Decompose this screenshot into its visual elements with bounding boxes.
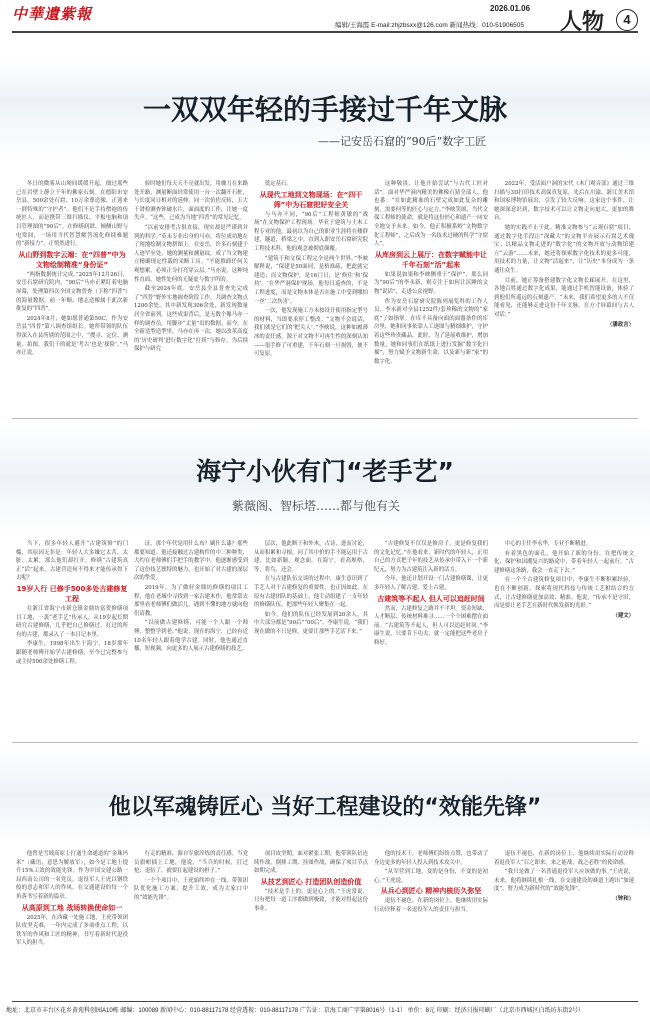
paragraph: 奠定基石。 [264,181,292,187]
paragraph: 行走的精准，源自军旅淬炼的责任感。当党员旗帜插上工地，他说，“当兵的时候，扛过枪；退伍了，就要扛起建设的担子。” [134,851,248,875]
article3-column-4 [374,850,488,998]
article1-column-1 [16,180,128,410]
article2-column-5 [494,540,634,735]
header-rule [12,31,638,33]
paragraph: 她的实践不止于此。精准文物参与“云观石窟”项目，通过数字化手段让“深藏大”的文物平台展示石窟艺术瑰宝；以精品文物走进的“数字化”的文物开放与动物馆建立“云游”……未来，她还将探索数字化技术的更多可能，用技术的力量，让文物“活起来”，让“历史”本身成为一条通往众生。 [494,224,634,274]
section-divider [12,418,638,419]
article1-subhead-1: 从山野到数字云端：在“四普”中为文物绘制精准“身份证” [18,250,126,269]
paragraph: 项目攻坚期，面对紧张工期，他带领队伍连续作战，倒排工期、挂图作战，确保了项目节点如期完成。 [254,851,368,875]
paragraph: 截至2024年底，安岳县全县普查先完成了“四普”野外实地调查阶段工作，共调查文物点1200余处，其中新发现306余处，新发现数量居全省前列。这些成果背后，是无数个像马亦一样的调查员，用脚步“丈量”出的数据。而今，在全新造型造型里，马亦在再一次，她以改革高度的‘历史研判’进行数字化“打捞”与修存，为后续保护与研究 [134,286,248,353]
article1-column-3 [254,180,368,410]
paragraph: 退伍不褪色，在新的岗位上，他继续用实际行动诠释着一名退役军人的责任与担当。 [374,898,488,913]
footer-rule [12,1001,638,1002]
page-number: 4 [616,9,638,31]
paragraph: 当下，很多年轻人避开“古建筑修”的门槛，其原因无非是：年轻人大多嫌它太苦、太脏、太累，那么他们却打开，修缮“古建筑真正“话”起来，古建营造何不得来才能传承得下去呢？ [16,541,128,582]
paragraph: 2022年，受活面户洞的宋代《木门观音部》通过三维扫描与3D打印技术高保真复原，先后在川渝、浙江美术馆和国家博物馆展出，引发了较大反响。这家这个事件，让她深深意识到，数字技术可以让文物走向更大、更加的舞台。 [494,181,634,222]
paragraph: 作为安岳石窟研究院陈列展览科的工作人员，李永新对全县1252件/套珍稀的文物的“家底”了如指掌。在库不具备向面的面器条件的库房里，她和同事依靠人工逐图与精细维护，守护着这些珍贵藏品。此时，为了延展收维护，增加数量，她和同事们在纸纸上进行发掘“数字化扫描”，努力赋予文物新生命，以及新与新“家”的数字化。 [374,298,488,365]
paragraph: 然而，古建修复之路并不平坦。资金短缺、人才断层、传统材料难寻……一个个困难摆在面前。“古建筑等不起人，但人可以追赶时间。”李康生说，只要肯下功夫，就一定能把这些老房子修好。 [374,605,488,646]
paragraph: “我只是做了一名普通退役军人应该做的事。”王虎说，未来，他将继续扎根一线，在交通建设的赛道上跑出“加速度”，努力成为新时代的“效能先锋”。 [494,869,634,893]
footer-info: 地址：北京市丰台区花乡黄苑科创园A10栋 邮编：100089 新闻中心：010-88117178 经营透视：010-88117178 广告证：京海工商广字第8016号（1-1） 单价：8元 印刷：经济日报印刷厂（北京市西城区白纸坊东街2号） [6,1008,584,1014]
paragraph: 这种敬畏，让他开始尝试“与古代工匠对话”。面对华严洞内精美的佛像石猜全部人、他也番：“在如此精准的石壁完成如此复杂的雕刻，需要何等的匠心与定力。”李映笑颂，当代文保工程师的使命，就是将这份匠心和遗产一同安全地交予未来。如今，他正积极系岭“文物数字化工程师”，之后成为一名技术过硬的科学“守窟人”。 [374,181,488,248]
paragraph: 在与古建队伍交谈的过程中，康生意识到了手艺人对于古建修复的重要性，也正因如此，在原有古建团队的基础上，他主动组建了一支年轻的修缮队伍，把那些年轻人聚集在一起。 [254,576,368,609]
article1-subhead-3: 从库房到云上展厅：在数字赋能中让千年石刻“活”起来 [375,250,487,269]
article3-column-2 [134,850,248,998]
section-divider [12,742,638,743]
paragraph: “以前安排考古很直接，现实却是严谨到并列的科学。”英未专业出身的马亦，将位成功地在了现地绘制文物帮图上。在安岳，许多石刻建于人迹罕至处，她的测量和测量纹，成了当文物建立精确现定性载的采断工具。“不能推卸任何关观想累，必须正分打亮穿云层。”马亦说，这种纯性直面，她性处何的无疑虚与数字所的。 [134,224,248,283]
paragraph: 如今，他们的队伍已经发展到20余人。其中大部分都是“90后”“00后”。李康生说，“我们现在做的不只是修，更要让那些手艺活下来。” [254,611,368,635]
paragraph: “两指数据统计完成。”2025年12月26日，安岳石窟研究院内，“90后”马亦正紧盯着电脑屏幕，处理第四次全国文物普查（下称“四普”）的海量数据。前一年顺、地志造像属于此次新批复的“四普”。 [16,271,128,313]
article2-byline: （建文） [612,612,634,619]
article2-subhead-2: 古建筑等不起人 但人可以追赶时间 [377,594,485,603]
article2-subtitle: 紫薇阁、智标塔……都与他有关 [232,499,401,513]
editor-line: 编辑/王海霞 E-mail:zhjzbsxx@126.com 新闻热线：010-51906505 [335,22,525,29]
paragraph: 2024年8月，她如愿普通第50C，作为安岳县“四普”第八调查组组长。她所带领的队伍得深入在县所辖的范围之中，“搜寻、定位、测量、拍图，我们干的就是‘考古’也是‘探险’。”马亦正说。 [16,315,128,357]
paragraph: 2025年，在西藏一处施工地，王虎带领团队攻坚克难，一年内完成了多项重点工程，以铁军的作风和工匠的精神，书写着新时代退役军人的担当。 [16,914,128,947]
paragraph: 退伍不褪色，在新的岗位上，他继续用实际行动诠释着退役军人“召之即来，来之能战，战之必胜”的使命感。 [494,851,634,866]
section-title: 人物 [560,10,605,35]
paragraph: “古建修复不仅仅是修房子，更是修复我们的文化记忆。”在他看来，新时代的年轻人，正用自己的方式把千年的技艺从传承中带入下一个新纪元，努力为古建筑注入新的活力。 [374,541,488,573]
paragraph: 证，那个年代是用什么布？刷什么漆？那些都要知道。他还接触过古建构件的中三种种类，大约在老师傅们手把手的教学中，他逐渐感受到了这份技艺独特的魅力，也开始了对古建的深层次的挚爱。 [134,541,248,582]
article2-column-1 [16,540,128,735]
article1-byline: （潘政言） [607,321,634,328]
article1-title: 一双双年轻的手接过千年文脉 [142,93,507,126]
article1-column-2 [134,180,248,410]
paragraph: “技术是手上的，更是心上的。”王虎常说，只有把每一道工序都做到极致，才能对得起这份事业。 [254,888,368,912]
article2-title: 海宁小伙有门“老手艺” [196,457,454,486]
paragraph: “从军营到工地，变的是身份，不变的是初心。”王虎说。 [374,869,488,884]
paragraph: 他的技术干，老师傅们纷纷点赞，也带动了身边更多的年轻人投入到技术攻关中。 [374,851,488,866]
newspaper-logo: 中華遺紫報 [12,5,93,23]
paragraph: 验时她们每天天不亮就出发，用骤刀在来路处开路，测量断面经常使用一台一次翻开石桩，与长度同日相对的延伸，同一次仿佐反转，玉大于谱检测查钟破水片，面面度的工作，让她一度失声。“这些，已成为当地“四普”的常见记忆。 [134,181,248,222]
article3-byline: （钟和） [612,895,634,902]
article2-column-3 [254,540,368,735]
article1-column-5 [494,180,634,410]
article3-column-1 [16,850,128,998]
article3-subhead-2: 从技艺到匠心 打造团队创造价值 [260,877,362,886]
paragraph: 如果说如果和李映侧重于“保护”，那么同为“90后”的李永新，则专注于如何让沉睡的文物“说话”，走进公众视野。 [374,271,488,295]
paragraph: 一次，他发现施工方未按设计使用指定型号的材料，当即要求停工整改。“文物不会说话，我们就是它们的‘把关人’。”李映说，这种如履薄冰的责任感，源于对文物不可再生性的深刻认知——很手修了可重建，千年石刻一旦损毁，便不可复原。 [254,308,368,358]
paragraph: 目前，她正筹备搭建数字化文物长廊展开。在这里，各地百姓通过数字化成果，能通过手机智能设备，体验了到他们所遥远的石刻遗产。“未来，我们希望更多的人不仅能看见，还能够走进这份千年文脉，在方寸屏幕间与古人对话。” [494,277,634,318]
paragraph: 他曾是雪域高原上打通生命通道的“金珠玛米”（藏语，意思为解放军），如今是工地上提升15%工效的效能先锋。作为中国交建公路一局西南公司的一名党员，退役军人王虎以钢铁般的意志和军人的作风，在交通建设的每一个角落书写着新的篇章。 [16,851,128,900]
paragraph: 在浙江省海宁市新仓镇金鼎坊富贺修缮项目工地，一袭“老手艺”传承人，从19岁起长期研究古建修缮，几乎把自己修缮过、打过的所有的古建，都录入了一本日记本里。 [16,605,128,638]
paragraph: 有着黑色的面孔，他开始了新的身份，在把传统文化、保护和国潮复兴的路途中，带着年轻人一起前行。“古建修缮这条路，我会一直走下去。” [494,550,634,574]
paragraph: 中心的主任李永华，专业不断精进。 [504,541,592,547]
article2-column-2 [134,540,248,735]
paragraph: 冬日的微雾从山坳间缓缓升起，细过那些已在岩壁上静立千年的佛家石刻。在德阳市安岳县，500余处石窟、10万余尊造像，正迎来一群特殊的“守护者”。他们不是手持僧袍的传统匠人，而是携带三维扫描仪、平板电脑和项目管理图的“90后”。在修缮润肆、倾侧山野与电常间，一场用当代智慧解答流化修续难题的“新接力”，正悄然进行。 [16,181,128,248]
article3-column-5 [494,850,634,998]
paragraph: 李康生，1998年出生于海宁，18岁那年跟随老师傅开始学古建修缮，至今已完整参与或主持500余处修缮工程。 [16,641,128,665]
paragraph: “建筑干和文保工程完全是两个世界。”李映解释说，“保建是50面同，是格准疏，把此就完建造；而文物保护，是16门日，是‘修住’和‘保持’。‘在华严洞保护现场，他每日巡查的，不是工程进度，而是文物本体是否在施工中受到哪怕一丝‘二次伤害’。 [254,255,368,305]
article1-column-4 [374,180,488,410]
article3-subhead-1: 从高原到工地 战场转换使命如一 [21,903,123,912]
paragraph: 2019年，为了做好金鼎坊修缮的项目工程，他在老城中寻找到一家古建木作，他常常去那里看老师傅们做活儿，遇到不懂的地方就向他们请教。 [134,584,248,617]
paragraph: 在一个个古建筑修复项目中，李康生不断积累经验，也在不断创新，探索将现代科技与传统工艺相结合的方式，让古建修缮更加高效、精准。他说，“传承不是守旧，而是要让老手艺在新时代焕发新的光彩。” [494,577,634,610]
paragraph: “以前做古建修缮，可能一个人跟一个师傅，整整学到老。”他说，现在的海宁，已经有近10名年轻人跟着他学古建。同时，他也通过直播、短视频，向更多的人展示古建修缮的技艺。 [134,620,248,653]
article3-subhead-3: 从兵心到匠心 精神内核历久弥坚 [380,887,482,896]
article3-column-3 [254,850,368,998]
issue-date: 2026.01.06 [490,4,531,13]
paragraph: 今年，他还计划开设一门古建修缮课，让更多年轻人了解古建、爱上古建。 [374,576,488,591]
paragraph: 层次，他此断于和外木，古诗，进而讨论，从而积累和寻根，问了其中价的手不能运用于古建，比如新颖，观念面，在海宁，看高规格，等，将鸟，还会。 [254,541,368,573]
paragraph: 一个个项目中，王虎始终冲在一线，带领团队优化施工方案，提升工效，成为大家口中的“效能先锋”。 [134,877,248,901]
article2-subhead-1: 19岁入行 已修手500多处古建修复工程 [16,584,128,603]
article1-subhead-2: 从现代工地到文物现场：在“四干筛”中为石窟把好安全关 [259,190,363,209]
article1-subtitle: ——记安岳石窟的“90后”数字工匠 [318,135,487,148]
article2-column-4 [374,540,488,735]
paragraph: 与马亦不同，“90后”工程师黄敏的“战场”在文物保护工程现场。毕业于建筑与土木工程专业的他，最初以为自己的职业生涯将在楼群建、隧道、桥梁之中。直到入职安岳石窟研究院工程技术科，他的观念被彻底颠覆。 [254,211,368,252]
article3-title: 他以军魂铸匠心 当好工程建设的“效能先锋” [108,795,542,820]
